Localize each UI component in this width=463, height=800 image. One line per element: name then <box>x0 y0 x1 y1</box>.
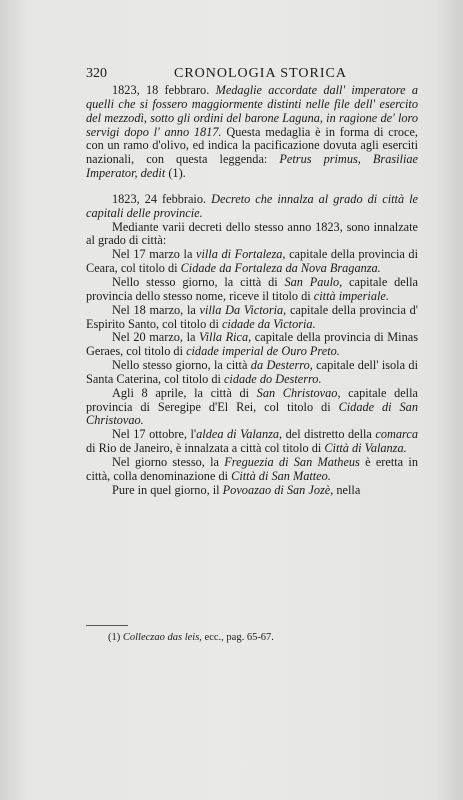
paragraph <box>86 331 418 359</box>
text-run: capitale della provincia di Ceara, col titolo di <box>86 247 418 276</box>
footnote <box>108 632 418 644</box>
paragraph <box>86 456 418 484</box>
text-run: di Rio de Janeiro, è innalzata a città col titolo di <box>86 441 325 456</box>
text-run: capitale dell' isola di Santa Caterina, col titolo di <box>86 358 418 386</box>
italic-text: cidade do Desterro. <box>223 371 322 386</box>
italic-text: cidade da Victoria. <box>221 316 316 331</box>
italic-text: città imperiale. <box>313 288 389 303</box>
footnote-rule <box>86 625 128 626</box>
text-run: capitale della provincia d' Espirito Santo, col titolo di <box>86 302 418 331</box>
text-run: Nello stesso giorno, la città <box>112 358 251 373</box>
text-run: (1) <box>108 632 123 643</box>
text-run: Questa medaglia è in forma di croce, con un ramo d'olivo, ed indica la pacificazione dovuta agli eserciti nazionali, con questa leggenda: <box>86 124 418 167</box>
italic-text: Povoazao di San Jozè, <box>222 482 334 497</box>
italic-text: San Paulo, <box>284 274 343 289</box>
text-run: Agli 8 aprile, la città di <box>112 385 257 400</box>
page-number: 320 <box>86 66 107 81</box>
text-run: 1823, 24 febbraio. <box>112 191 212 206</box>
paragraph <box>86 428 418 456</box>
italic-text: Città di San Matteo. <box>231 468 331 483</box>
text-run: Nello stesso giorno, la città di <box>112 274 285 289</box>
italic-text: Villa Rica, <box>199 330 252 345</box>
italic-text: San Christovao, <box>256 385 341 400</box>
italic-text: Medaglie accordate dall' imperatore a quelli che si fossero maggiormente distinti nelle file dell' esercito del mezzodì, sotto gli ordini del barone Laguna, in ragione de' loro servigi dopo l' anno 1817. <box>86 83 418 139</box>
text-run: Nel 17 ottobre, l' <box>112 427 197 442</box>
text-run: capitale della provincia di Seregipe d'El Rei, col titolo di <box>86 385 418 414</box>
italic-text: aldea di Valanza, <box>196 427 283 442</box>
paragraph <box>86 387 418 429</box>
paragraph <box>86 304 418 332</box>
paragraph <box>86 276 418 304</box>
paragraph <box>86 221 418 249</box>
text-run: Nel 17 marzo la <box>112 247 197 262</box>
text-run: del distretto della <box>282 427 376 442</box>
text-run: ecc., pag. 65-67. <box>201 632 274 643</box>
paragraph <box>86 193 418 221</box>
running-title: CRONOLOGIA STORICA <box>174 66 347 81</box>
body-text <box>86 84 418 497</box>
italic-text: comarca <box>375 427 418 442</box>
text-run: Mediante varii decreti dello stesso anno 1823, sono innalzate al grado di città: <box>86 219 418 248</box>
paragraph <box>86 484 418 498</box>
italic-text: da Desterro, <box>250 358 313 373</box>
italic-text: Decreto che innalza al grado di città le capitali delle provincie. <box>86 191 418 220</box>
text-run: Nel giorno stesso, la <box>112 454 225 469</box>
italic-text: villa Da Victoria, <box>199 302 287 317</box>
text-run: capitale della provincia dello stesso nome, riceve il titolo di <box>86 274 419 303</box>
page-header <box>86 66 418 84</box>
text-run: Nel 20 marzo, la <box>112 330 200 345</box>
italic-text: cidade imperial de Ouro Preto. <box>186 344 340 359</box>
paragraph <box>86 359 418 387</box>
text-run: (1). <box>165 166 186 181</box>
italic-text: Cidade di San Christovao. <box>86 399 418 428</box>
italic-text: Freguezia di San Matheus <box>224 454 360 469</box>
italic-text: Città di Valanza. <box>324 441 407 456</box>
text-run: nella <box>333 482 361 497</box>
text-run: Pure in quel giorno, il <box>112 482 223 497</box>
italic-text: Colleczao das leis, <box>122 632 202 643</box>
paragraph <box>86 84 418 181</box>
text-run: è eretta in città, colla denominazione di <box>86 454 418 483</box>
text-run: Nel 18 marzo, la <box>112 302 200 317</box>
italic-text: Petrus primus, Brasiliae Imperator, dedit <box>86 152 418 181</box>
italic-text: Cidade da Fortaleza da Nova Braganza. <box>180 261 381 276</box>
paragraph <box>86 248 418 276</box>
text-run: capitale della provincia di Minas Geraes, col titolo di <box>86 330 418 359</box>
text-run: 1823, 18 febbraro. <box>112 83 216 97</box>
italic-text: villa di Fortaleza, <box>196 247 286 262</box>
